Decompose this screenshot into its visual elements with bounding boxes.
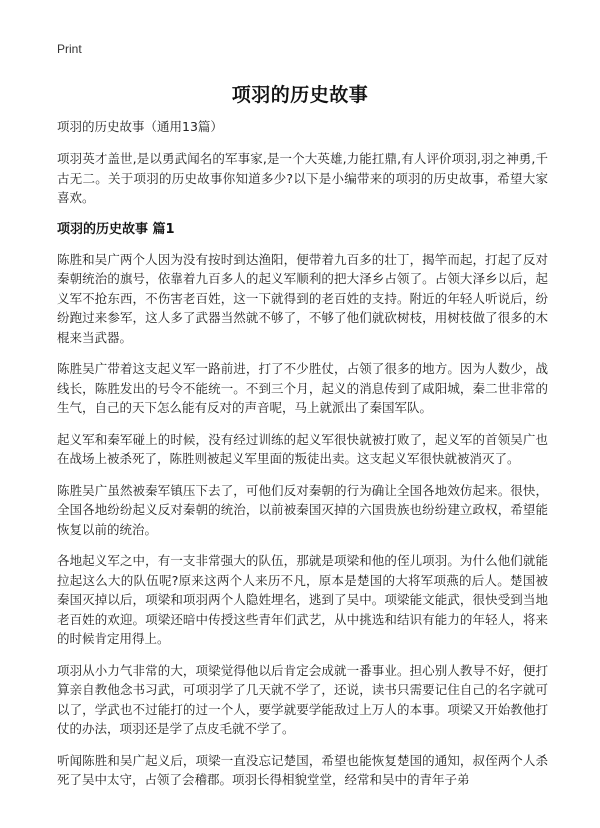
body-paragraph-3: 起义军和秦军碰上的时候，没有经过训练的起义军很快就被打败了，起义军的首领吴广也在战场上被杀死了，陈胜则被起义军里面的叛徒出卖。这支起义军很快就被消灭了。: [57, 431, 548, 466]
body-paragraph-2: 陈胜吴广带着这支起义军一路前进，打了不少胜仗，占领了很多的地方。因为人数少，战线长，陈胜发出的号令不能统一。不到三个月，起义的消息传到了咸阳城，秦二世非常的生气，自己的天下怎么能有反对的声音呢，马上就派出了秦国军队。: [57, 361, 548, 415]
body-paragraph-4: 陈胜吴广虽然被秦军镇压下去了，可他们反对秦朝的行为确让全国各地效仿起来。很快，全国各地纷纷起义反对秦朝的统治，以前被秦国灭掉的六国贵族也纷纷建立政权，希望能恢复以前的统治。: [57, 482, 548, 537]
page-title: 项羽的历史故事: [231, 84, 369, 106]
body-paragraph-6: 项羽从小力气非常的大，项梁觉得他以后肯定会成就一番事业。担心别人教导不好，便打算亲自教他念书习武，可项羽学了几天就不学了，还说，读书只需要记住自己的名字就可以了，学武也不过能打的过一个人，要学就要学能敌过上万人的本事。项梁又开始教他打仗的办法，项羽还是学了点皮毛就不学了。: [57, 662, 548, 736]
section-heading: 项羽的历史故事 篇1: [57, 221, 175, 237]
article-body: [57, 117, 548, 802]
body-paragraph-5: 各地起义军之中，有一支非常强大的队伍，那就是项梁和他的侄儿项羽。为什么他们就能拉起这么大的队伍呢?原来这两个人来历不凡，原本是楚国的大将军项燕的后人。楚国被秦国灭掉以后，项梁和项羽两个人隐姓埋名，逃到了吴中。项梁能文能武，很快受到当地老百姓的欢迎。项梁还暗中传授这些青年们武艺，从中挑选和结识有能力的年轻人，将来的时候肯定用得上。: [57, 553, 548, 646]
intro-paragraph: 项羽英才盖世,是以勇武闻名的军事家,是一个大英雄,力能扛鼎,有人评价项羽,羽之神勇,千古无二。关于项羽的历史故事你知道多少?以下是小编带来的项羽的历史故事，希望大家喜欢。: [57, 151, 548, 205]
print-label: Print: [57, 42, 82, 56]
body-paragraph-7: 听闻陈胜和吴广起义后，项梁一直没忘记楚国，希望也能恢复楚国的通知，叔侄两个人杀死了吴中太守，占领了会稽郡。项羽长得相貌堂堂，经常和吴中的青年子弟: [57, 752, 548, 787]
body-paragraph-1: 陈胜和吴广两个人因为没有按时到达渔阳，便带着九百多的壮丁，揭竿而起，打起了反对秦朝统治的旗号，依靠着九百多人的起义军顺利的把大泽乡占领了。占领大泽乡以后，起义军不抢东西，不伤害老百姓，这一下就得到的老百姓的支持。附近的年轻人听说后，纷纷跑过来参军，这人多了武器当然就不够了，不够了他们就砍树枝，用树枝做了很多的木棍来当武器。: [57, 251, 548, 345]
document-subtitle: 项羽的历史故事（通用13篇）: [57, 119, 223, 134]
